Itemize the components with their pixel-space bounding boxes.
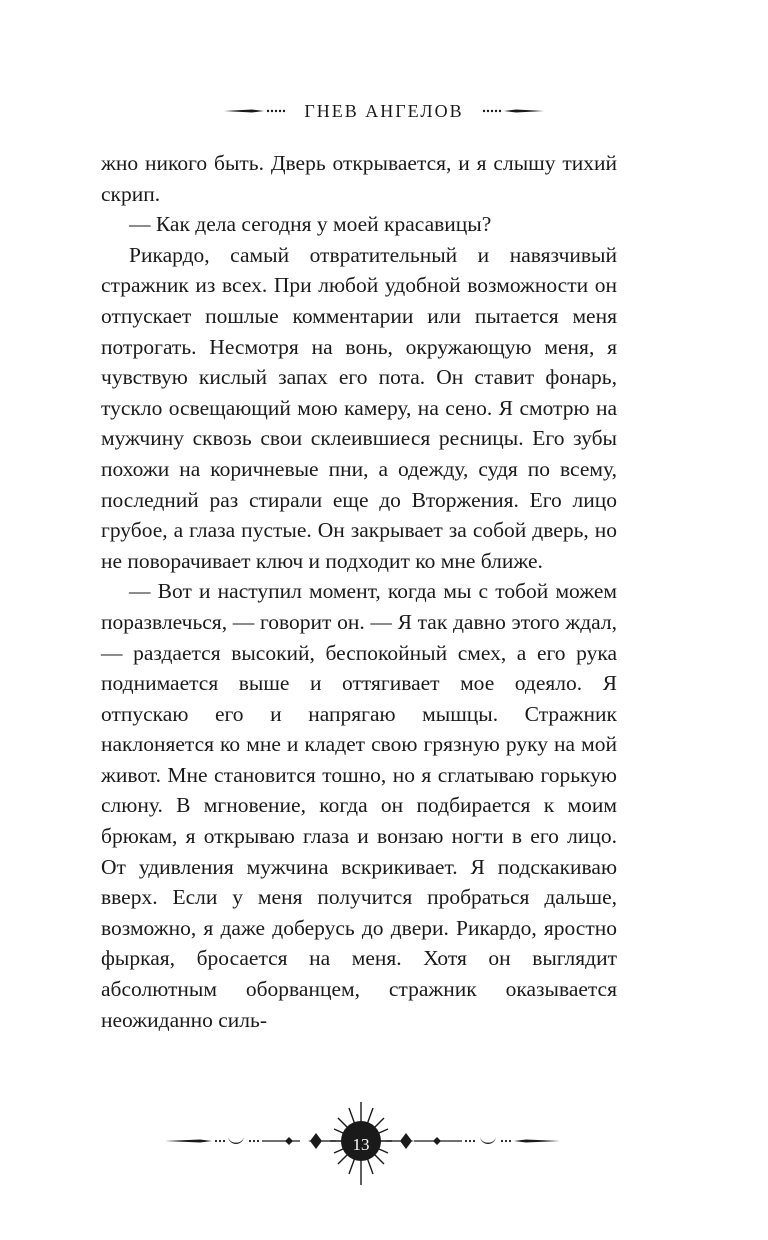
paragraph-2: — Как дела сегодня у моей красавицы? bbox=[129, 212, 492, 237]
header-ornament-left-icon bbox=[224, 105, 288, 117]
paragraph-1: жно никого быть. Дверь открывается, и я слышу тихий скрип. bbox=[101, 151, 617, 206]
header-ornament-right-icon bbox=[480, 105, 544, 117]
page-number: 13 bbox=[352, 1135, 370, 1154]
body-text bbox=[101, 148, 617, 1035]
paragraph-3: Рикардо, самый отвратительный и навязчивый стражник из всех. При любой удобной возможности он отпускает пошлые комментарии или пытается меня потрогать. Несмотря на вонь, окружающую меня, я чувствую кислый запах его пота. Он ставит фонарь, тускло освещающий мою камеру, на сено. Я смотрю на мужчину сквозь свои склеившиеся ресницы. Его зубы похожи на коричневые пни, а одежду, судя по всему, последний раз стирали еще до Вторжения. Его лицо грубое, а глаза пустые. Он закрывает за собой дверь, но не поворачивает ключ и подходит ко мне ближе. bbox=[101, 242, 617, 573]
running-title: ГНЕВ АНГЕЛОВ bbox=[304, 100, 464, 121]
running-header bbox=[0, 96, 768, 126]
page-footer bbox=[0, 1090, 768, 1200]
footer-ornament-icon bbox=[0, 1090, 768, 1200]
paragraph-4: — Вот и наступил момент, когда мы с тобой можем поразвлечься, — говорит он. — Я так давно этого ждал, — раздается высокий, беспокойный смех, а его рука поднимается выше и оттягивает мое одеяло. Я отпускаю его и напрягаю мышцы. Стражник наклоняется ко мне и кладет свою грязную руку на мой живот. Мне становится тошно, но я сглатываю горькую слюну. В мгновение, когда он подбирается к моим брюкам, я открываю глаза и вонзаю ногти в его лицо. От удивления мужчина вскрикивает. Я подскакиваю вверх. Если у меня получится пробраться дальше, возможно, я даже доберусь до двери. Рикардо, яростно фыркая, бросается на меня. Хотя он выглядит абсолютным оборванцем, стражник оказывается неожиданно силь- bbox=[101, 579, 617, 1032]
